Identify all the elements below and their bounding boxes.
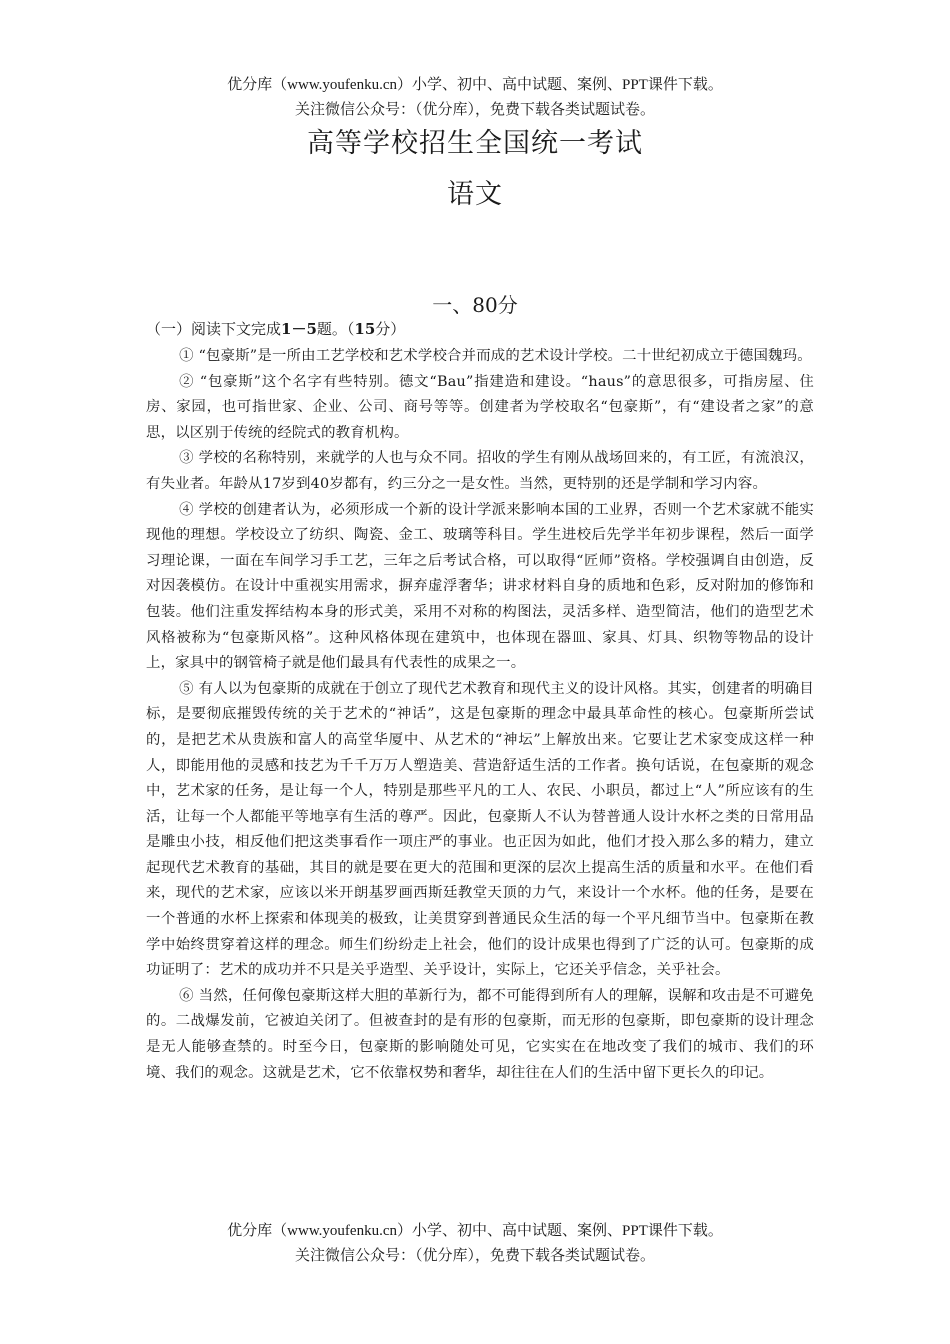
- intro-suffix: 分）: [375, 320, 406, 338]
- paragraph-6: ⑥ 当然，任何像包豪斯这样大胆的革新行为，都不可能得到所有人的理解，误解和攻击是不可避免的。二战爆发前，它被迫关闭了。但被查封的是有形的包豪斯，而无形的包豪斯，即包豪斯的设计理念是无人能够查禁的。时至今日，包豪斯的影响随处可见，它实实在在地改变了我们的城市、我们的环境、我们的观念。这就是艺术，它不依靠权势和奢华，却往往在人们的生活中留下更长久的印记。: [146, 987, 814, 1081]
- question-intro: [146, 318, 405, 340]
- intro-range: 1－5: [281, 320, 317, 338]
- footer-watermark-line-2: 关注微信公众号：（优分库），免费下载各类试题试卷。: [294, 1248, 655, 1264]
- paragraph-4: ④ 学校的创建者认为，必须形成一个新的设计学派来影响本国的工业界，否则一个艺术家就不能实现他的理想。学校设立了纺织、陶瓷、金工、玻璃等科目。学生进校后先学半年初步课程，然后一面学习理论课，一面在车间学习手工艺，三年之后考试合格，可以取得“匠师”资格。学校强调自由创造，反对因袭模仿。在设计中重视实用需求，摒弃虚浮奢华；讲求材料自身的质地和色彩，反对附加的修饰和包装。他们注重发挥结构本身的形式美，采用不对称的构图法，灵活多样、造型简洁，他们的造型艺术风格被称为“包豪斯风格”。这种风格体现在建筑中，也体现在器皿、家具、灯具、织物等物品的设计上，家具中的钢管椅子就是他们最具有代表性的成果之一。: [146, 501, 814, 672]
- section-title: 一、80分: [432, 293, 518, 317]
- intro-prefix: （一）阅读下文完成: [146, 320, 282, 338]
- header-watermark-line-2: 关注微信公众号：（优分库），免费下载各类试题试卷。: [294, 102, 655, 118]
- subject-title: 语文: [447, 179, 503, 210]
- paragraph-3: ③ 学校的名称特别，来就学的人也与众不同。招收的学生有刚从战场回来的，有工匠，有流浪汉，有失业者。年龄从17岁到40岁都有，约三分之一是女性。当然，更特别的还是学制和学习内容。: [146, 450, 814, 492]
- paragraph-1: ① “包豪斯”是一所由工艺学校和艺术学校合并而成的艺术设计学校。二十世纪初成立于德国魏玛。: [179, 348, 812, 364]
- intro-middle: 题。（: [316, 320, 355, 338]
- passage: [146, 344, 814, 1086]
- exam-title: 高等学校招生全国统一考试: [307, 128, 643, 159]
- paragraph-2: ② “包豪斯”这个名字有些特别。德文“Bau”指建造和建设。“haus”的意思很多，可指房屋、住房、家园，也可指世家、企业、公司、商号等等。创建者为学校取名“包豪斯”，有“建设者之家”的意思，以区别于传统的经院式的教育机构。: [146, 373, 814, 441]
- paragraph-5: ⑤ 有人以为包豪斯的成就在于创立了现代艺术教育和现代主义的设计风格。其实，创建者的明确目标，是要彻底摧毁传统的关于艺术的“神话”，这是包豪斯的理念中最具革命性的核心。包豪斯所尝试的，是把艺术从贵族和富人的高堂华厦中、从艺术的“神坛”上解放出来。它要让艺术家变成这样一种人，即能用他的灵感和技艺为千千万万人塑造美、营造舒适生活的工作者。换句话说，在包豪斯的观念中，艺术家的任务，是让每一个人，特别是那些平凡的工人、农民、小职员，都过上“人”所应该有的生活，让每一个人都能平等地享有生活的尊严。因此，包豪斯人不认为替普通人设计水杯之类的日常用品是雕虫小技，相反他们把这类事看作一项庄严的事业。也正因为如此，他们才投入那么多的精力，建立起现代艺术教育的基础，其目的就是要在更大的范围和更深的层次上提高生活的质量和水平。在他们看来，现代的艺术家，应该以米开朗基罗画西斯廷教堂天顶的力气，来设计一个水杯。他的任务，是要在一个普通的水杯上探索和体现美的极致，让美贯穿到普通民众生活的每一个平凡细节当中。包豪斯在教学中始终贯穿着这样的理念。师生们纷纷走上社会，他们的设计成果也得到了广泛的认可。包豪斯的成功证明了：艺术的成功并不只是关乎造型、关乎设计，实际上，它还关乎信念，关乎社会。: [146, 680, 814, 979]
- footer-watermark-line-1: 优分库（www.youfenku.cn）小学、初中、高中试题、案例、PPT课件下载。: [227, 1223, 723, 1239]
- header-watermark-line-1: 优分库（www.youfenku.cn）小学、初中、高中试题、案例、PPT课件下载。: [227, 77, 723, 93]
- intro-score: 15: [354, 320, 376, 338]
